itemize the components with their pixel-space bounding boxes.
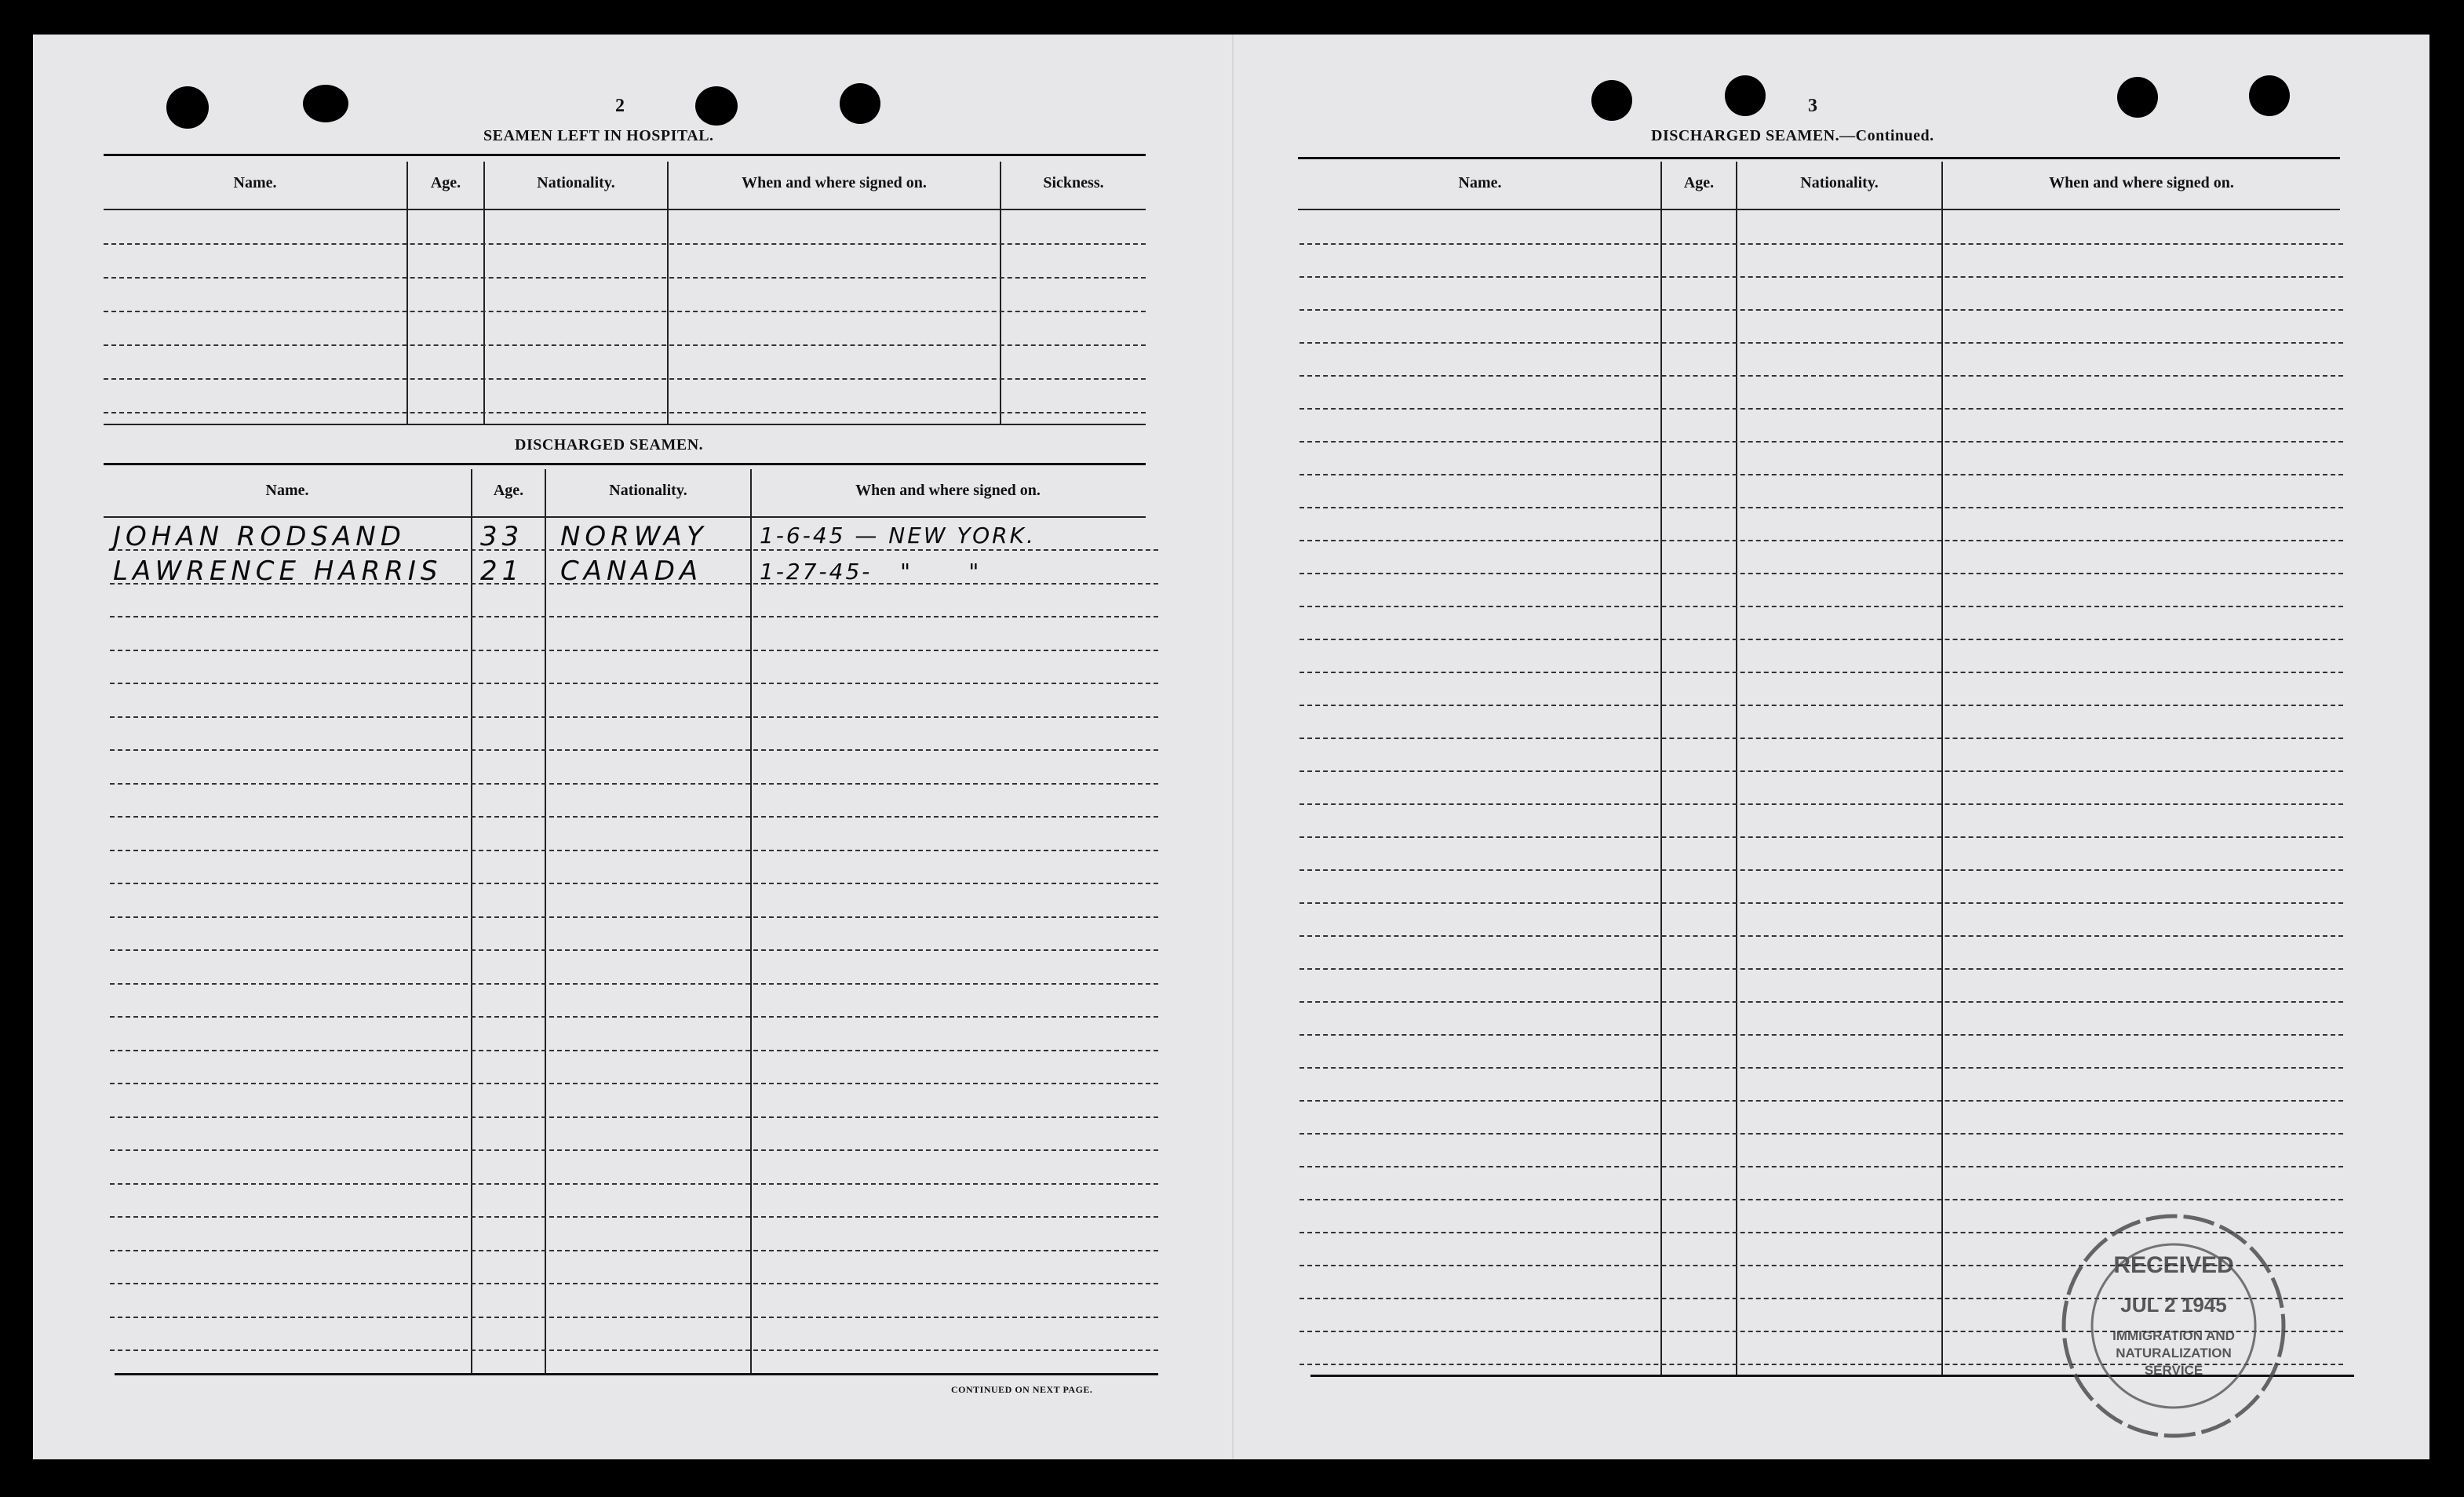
continued-note: CONTINUED ON NEXT PAGE. (951, 1384, 1093, 1395)
hospital-col-age: Age. (430, 174, 461, 191)
discharged-section-title: DISCHARGED SEAMEN. (515, 436, 704, 453)
ruled-line (1299, 672, 2343, 673)
table-row-name: JOHAN RODSAND (113, 521, 406, 552)
stamp-line: SERVICE (2144, 1363, 2203, 1378)
stamp-line: IMMIGRATION AND (2112, 1328, 2235, 1343)
discharged-col-signed-on: When and where signed on. (855, 482, 1041, 499)
punch-hole (2117, 77, 2158, 118)
ruled-line (1299, 1166, 2343, 1167)
hospital-bottom-rule (104, 424, 1146, 425)
ruled-line (104, 243, 1146, 245)
right-col-signed-on: When and where signed on. (2049, 174, 2234, 191)
hospital-top-rule (104, 154, 1146, 156)
ruled-line (1299, 540, 2343, 541)
ruled-line (1299, 902, 2343, 904)
punch-hole (1725, 75, 1766, 116)
ruled-line (110, 1116, 1158, 1118)
ruled-line (1299, 968, 2343, 970)
hospital-col-nationality: Nationality. (537, 174, 615, 191)
ruled-line (104, 378, 1146, 380)
ruled-line (110, 883, 1158, 884)
ruled-line (110, 683, 1158, 684)
punch-hole (1591, 80, 1632, 121)
discharged-continued-title: DISCHARGED SEAMEN.—Continued. (1651, 127, 1934, 144)
hospital-section-title: SEAMEN LEFT IN HOSPITAL. (483, 127, 714, 144)
discharged-col-age: Age. (493, 482, 524, 499)
ruled-line (110, 1050, 1158, 1051)
ruled-line (110, 749, 1158, 751)
table-row-nationality: NORWAY (560, 521, 708, 552)
ruled-line (1299, 243, 2343, 245)
ruled-line (1299, 770, 2343, 772)
ruled-line (1299, 1001, 2343, 1003)
page-fold (1232, 35, 1234, 1459)
punch-hole (840, 83, 880, 124)
ruled-line (110, 1317, 1158, 1318)
ruled-line (1299, 803, 2343, 805)
hospital-col-name: Name. (233, 174, 277, 191)
stamp-line: NATURALIZATION (2116, 1346, 2232, 1360)
hospital-col-sickness: Sickness. (1043, 174, 1104, 191)
right-header-rule (1298, 209, 2340, 210)
table-row-name: LAWRENCE HARRIS (113, 555, 443, 587)
right-col-age: Age. (1683, 174, 1715, 191)
discharged-col-divider (750, 469, 752, 1373)
ruled-line (104, 344, 1146, 346)
table-row-age: 33 (480, 521, 524, 552)
ruled-line (110, 816, 1158, 818)
stamp-received: RECEIVED (2113, 1252, 2234, 1278)
ruled-line (1299, 705, 2343, 706)
ruled-line (104, 412, 1146, 413)
ruled-line (1299, 639, 2343, 640)
discharged-col-nationality: Nationality. (609, 482, 687, 499)
hospital-col-divider (406, 162, 408, 424)
punch-hole (2249, 75, 2290, 116)
ruled-line (1299, 375, 2343, 377)
ruled-line (110, 716, 1158, 718)
right-col-nationality: Nationality. (1800, 174, 1879, 191)
ruled-line (1299, 507, 2343, 508)
discharged-header-rule (104, 516, 1146, 518)
ruled-line (1299, 935, 2343, 937)
discharged-col-divider (471, 469, 472, 1373)
ruled-line (110, 949, 1158, 951)
received-stamp (2056, 1208, 2291, 1444)
ruled-line (1299, 342, 2343, 344)
hospital-col-divider (667, 162, 669, 424)
ruled-line (1299, 1133, 2343, 1135)
right-top-rule (1298, 157, 2340, 159)
ruled-line (104, 311, 1146, 312)
discharged-bottom-rule (115, 1373, 1158, 1375)
punch-hole (695, 86, 738, 126)
ruled-line (1299, 1100, 2343, 1102)
hospital-col-signed-on: When and where signed on. (742, 174, 927, 191)
ruled-line (110, 1283, 1158, 1284)
ruled-line (1299, 836, 2343, 838)
right-col-name: Name. (1458, 174, 1502, 191)
ruled-line (110, 650, 1158, 651)
right-page-number: 3 (1808, 96, 1817, 116)
ruled-line (110, 783, 1158, 785)
ruled-line (1299, 474, 2343, 475)
ruled-line (110, 1183, 1158, 1185)
ruled-line (110, 1216, 1158, 1218)
discharged-col-divider (545, 469, 546, 1373)
ruled-line (1299, 573, 2343, 574)
stamp-date: JUL 2 1945 (2120, 1293, 2227, 1317)
ruled-line (1299, 309, 2343, 311)
ruled-line (110, 1016, 1158, 1018)
ruled-line (1299, 408, 2343, 410)
table-row-age: 21 (480, 555, 524, 587)
ruled-line (110, 1250, 1158, 1251)
ruled-line (1299, 1067, 2343, 1069)
ruled-line (104, 277, 1146, 279)
ruled-line (110, 616, 1158, 617)
ruled-line (110, 850, 1158, 851)
ruled-line (110, 1149, 1158, 1151)
punch-hole (303, 85, 348, 122)
hospital-header-rule (104, 209, 1146, 210)
ruled-line (1299, 738, 2343, 739)
ruled-line (110, 983, 1158, 985)
hospital-col-divider (1000, 162, 1001, 424)
table-row-signed-on: 1-6-45 — NEW YORK. (760, 523, 1036, 548)
ruled-line (1299, 276, 2343, 278)
hospital-col-divider (483, 162, 485, 424)
left-page-number: 2 (615, 96, 625, 116)
ruled-line (1299, 1199, 2343, 1200)
table-row-signed-on: 1-27-45- " " (760, 559, 982, 585)
table-row-nationality: CANADA (560, 555, 703, 587)
ruled-line (110, 1349, 1158, 1351)
ruled-line (1299, 1034, 2343, 1036)
discharged-col-name: Name. (265, 482, 309, 499)
ruled-line (1299, 606, 2343, 607)
ruled-line (110, 1083, 1158, 1084)
ruled-line (1299, 441, 2343, 443)
ruled-line (110, 916, 1158, 918)
punch-hole (166, 86, 209, 129)
ruled-line (1299, 869, 2343, 871)
discharged-top-rule (104, 463, 1146, 465)
